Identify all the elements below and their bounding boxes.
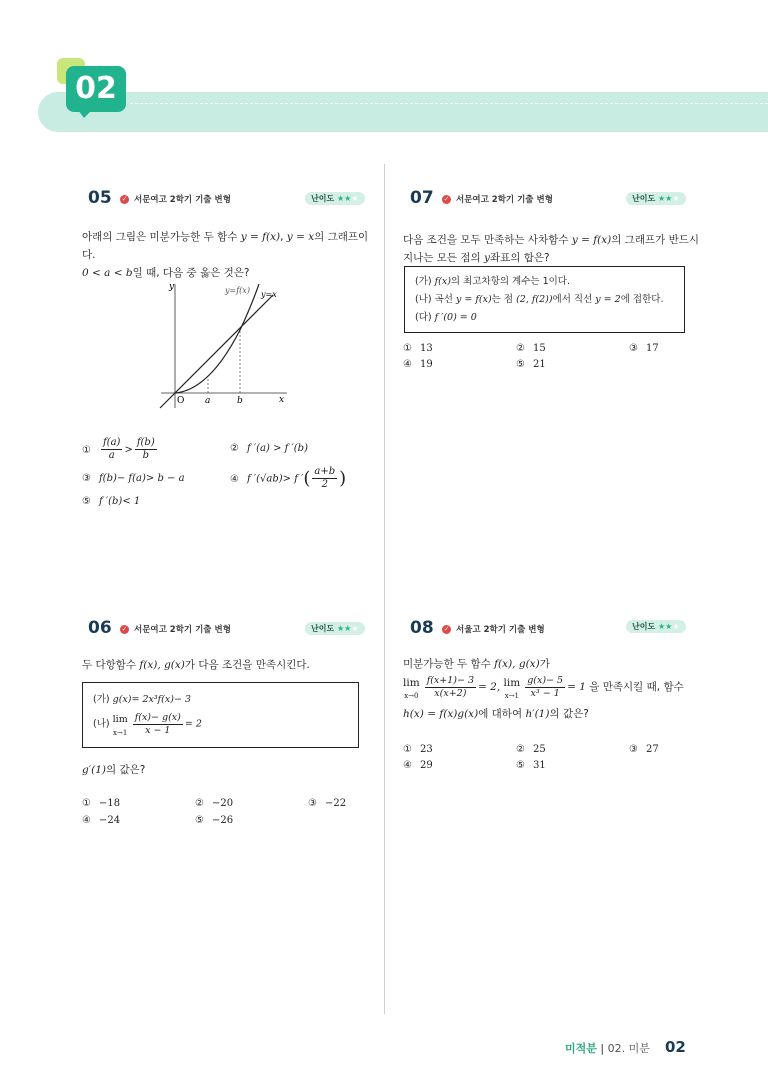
problem-07-number: 07 <box>410 188 434 208</box>
footer-chapter: 02. 미분 <box>607 1042 650 1055</box>
problem-06-ask: g′(1)의 값은? <box>82 764 146 776</box>
problem-07-choice-1[interactable]: ① 13 <box>403 343 433 354</box>
condition-da: (다) f ′(0) = 0 <box>415 312 477 323</box>
problem-05-number: 05 <box>88 188 112 208</box>
problem-06-conditions <box>82 682 359 748</box>
graph-line-label: y=x <box>261 290 277 299</box>
problem-05-question: 아래의 그림은 미분가능한 두 함수 y = f(x), y = x의 그래프이다. 0 < a < b일 때, 다음 중 옳은 것은? <box>82 231 369 279</box>
problem-05-choice-2[interactable]: ② f ′(a) > f ′(b) <box>230 443 308 454</box>
header-band <box>38 92 768 132</box>
graph-x-label: x <box>279 395 285 405</box>
condition-na: (나) 곡선 y = f(x)는 점 (2, f(2))에서 직선 y = 2에 접한다. <box>415 294 664 305</box>
check-icon: ✓ <box>121 625 128 633</box>
graph-curve-label: y=f(x) <box>225 286 250 295</box>
problem-07-choice-2[interactable]: ② 15 <box>516 343 546 354</box>
problem-05-source: ✓ 서문여고 2학기 기출 변형 <box>121 195 231 205</box>
star-icon-group: ★★★ <box>657 622 680 631</box>
problem-05-choice-3[interactable]: ③ f(b)− f(a)> b − a <box>82 473 185 484</box>
problem-08-choice-1[interactable]: ① 23 <box>403 744 433 755</box>
problem-06-choice-4[interactable]: ④ −24 <box>82 815 121 826</box>
graph-a-label: a <box>205 396 211 406</box>
condition-ga: (가) g(x)= 2x³f(x)− 3 <box>93 694 191 705</box>
footer-subject: 미적분 <box>565 1042 597 1055</box>
footer-separator: | <box>600 1042 605 1055</box>
condition-na: (나) lim x→1 $\frac{f(x)- g(x)}{x - 1}$ = 2 <box>93 711 202 737</box>
check-icon: ✓ <box>443 195 450 203</box>
star-icon-group: ★★★ <box>336 194 359 203</box>
condition-ga: (가) f(x)의 최고차항의 계수는 1이다. <box>415 276 570 287</box>
problem-05-difficulty: 난이도 ★★★ <box>305 192 365 205</box>
graph-origin-label: O <box>177 396 185 406</box>
problem-07-choice-3[interactable]: ③ 17 <box>629 343 659 354</box>
problem-06-choice-5[interactable]: ⑤ −26 <box>195 815 234 826</box>
problem-05-choice-1[interactable]: ① $\frac{f(a)}{a}$ > $\frac{f(b)}{b}$ <box>82 437 155 461</box>
star-icon-group: ★★★ <box>657 194 680 203</box>
problem-08-question-line3: h(x) = f(x)g(x)에 대하여 h′(1)의 값은? <box>403 708 589 720</box>
footer <box>565 1040 650 1056</box>
problem-07-question: 다음 조건을 모두 만족하는 사차함수 y = f(x)의 그래프가 반드시 지나는 모든 점의 y좌표의 합은? <box>403 234 700 264</box>
problem-06-choice-2[interactable]: ② −20 <box>195 798 234 809</box>
problem-08-question-line1: 미분가능한 두 함수 f(x), g(x)가 <box>403 658 550 670</box>
header-dashed-line <box>130 103 768 104</box>
problem-08-source: ✓ 서울고 2학기 기출 변형 <box>443 625 545 635</box>
check-icon: ✓ <box>443 625 450 633</box>
problem-08-choice-4[interactable]: ④ 29 <box>403 760 433 771</box>
problem-08-choice-2[interactable]: ② 25 <box>516 744 546 755</box>
graph-b-label: b <box>237 396 243 406</box>
check-icon: ✓ <box>121 195 128 203</box>
problem-08-choice-5[interactable]: ⑤ 31 <box>516 760 546 771</box>
line-y-equals-x <box>160 295 273 408</box>
problem-08-question-line2: lim x→0 $\frac{f(x+1)- 3}{x(x+2)}$ = 2, lim x→1 $\frac{g(x)- 5}{\text{x³ − 1}}$ = 1 을 만족시킬 때, 함수 <box>403 674 684 700</box>
chapter-badge: 02 <box>66 66 126 112</box>
star-icon-group: ★★★ <box>336 624 359 633</box>
curve-y-equals-fx <box>175 284 259 393</box>
problem-07-difficulty: 난이도 ★★★ <box>626 192 686 205</box>
graph-y-label: y <box>169 282 175 292</box>
chapter-badge-tail <box>78 110 92 118</box>
problem-05-graph <box>155 278 295 413</box>
problem-06-source: ✓ 서문여고 2학기 기출 변형 <box>121 625 231 635</box>
problem-05-choice-5[interactable]: ⑤ f ′(b)< 1 <box>82 496 141 507</box>
problem-06-choice-3[interactable]: ③ −22 <box>308 798 347 809</box>
page-number: 02 <box>665 1038 686 1056</box>
column-divider <box>384 164 385 1014</box>
problem-07-conditions <box>404 266 685 333</box>
problem-06-number: 06 <box>88 618 112 638</box>
problem-08-choice-3[interactable]: ③ 27 <box>629 744 659 755</box>
problem-08-number: 08 <box>410 618 434 638</box>
problem-08-difficulty: 난이도 ★★★ <box>626 620 686 633</box>
problem-06-question: 두 다항함수 f(x), g(x)가 다음 조건을 만족시킨다. <box>82 659 310 671</box>
problem-05-choice-4[interactable]: ④ f ′(√ab)> f ′( $\frac{a+b}{2}$ ) <box>230 466 347 490</box>
problem-07-source: ✓ 서문여고 2학기 기출 변형 <box>443 195 553 205</box>
problem-06-difficulty: 난이도 ★★★ <box>305 622 365 635</box>
problem-06-choice-1[interactable]: ① −18 <box>82 798 121 809</box>
problem-07-choice-4[interactable]: ④ 19 <box>403 359 433 370</box>
problem-07-choice-5[interactable]: ⑤ 21 <box>516 359 546 370</box>
